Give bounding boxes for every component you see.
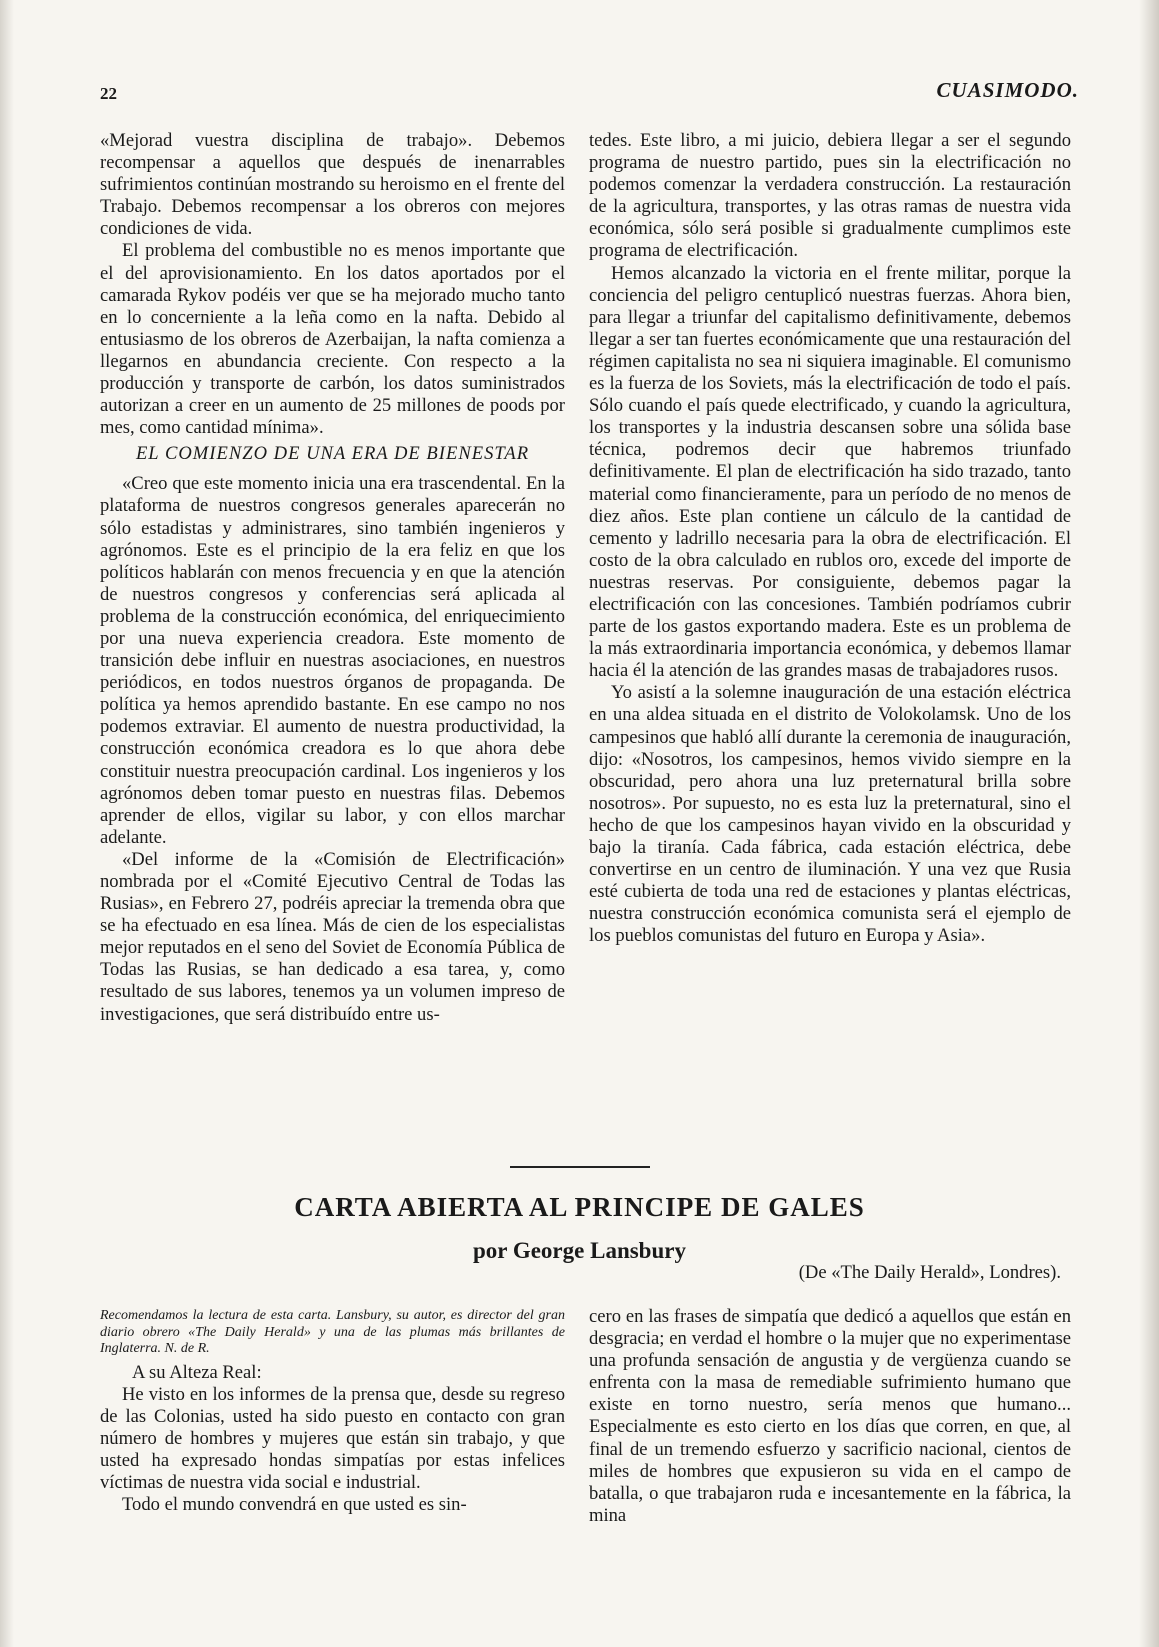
article1-right-column	[589, 130, 1071, 947]
article2-paragraph: Todo el mundo convendrá en que usted es sin-	[122, 1494, 467, 1516]
article1-paragraph: «Creo que este momento inicia una era trascendental. En la plataforma de nuestros congresos generales aparecerán no sólo estadistas y administrares, sino también ingenieros y agrónomos. Este es el principio de la era feliz en que los políticos hablarán con menos frecuencia y en que la atención de nuestros congresos y conferencias será aplicada al problema de la construcción económica, del enriquecimiento por una nueva experiencia creadora. Este momento de transición debe influir en nuestras asociaciones, en nuestros periódicos, en todos nuestros órganos de propaganda. De política ya hemos aprendido bastante. En ese campo no nos podemos extraviar. El aumento de nuestra productividad, la construcción económica creadora es lo que ahora debe constituir nuestra preocupación cardinal. Los ingenieros y los agrónomos deben tomar puesto en nuestras filas. Debemos aprender de ellos, vigilar su labor, y con ellos marchar adelante.	[100, 473, 565, 848]
article1-paragraph: Yo asistí a la solemne inauguración de una estación eléctrica en una aldea situada en el distrito de Volokolamsk. Uno de los campesinos que habló allí durante la ceremonia de inauguración, dijo: «Nosotros, los campesinos, hemos vivido siempre en la obscuridad, pero ahora una luz preternatural brilla sobre nosotros». Por supuesto, no es esta luz la preternatural, sino el hecho de que los campesinos hayan vivido en la obscuridad y bajo la tiranía. Cada fábrica, cada estación eléctrica, debe convertirse en un centro de iluminación. Y una vez que Rusia esté cubierta de toda una red de estaciones y plantas eléctricas, nuestra construcción económica comunista será el ejemplo de los pueblos comunistas del futuro en Europa y Asia».	[589, 682, 1071, 947]
article1-left-column	[100, 130, 565, 1026]
salutation: A su Alteza Real:	[132, 1361, 262, 1383]
article2-source: (De «The Daily Herald», Londres).	[798, 1262, 1061, 1283]
article1-paragraph: El problema del combustible no es menos importante que el del aprovisionamiento. En los datos aportados por el camarada Rykov podéis ver que se ha mejorado mucho tanto en lo concerniente a la leña como en la nafta. Debido al entusiasmo de los obreros de Azerbaijan, la nafta comienza a llegarnos en abundancia creciente. Con respecto a la producción y transporte de carbón, los datos suministrados autorizan a creer en un aumento de 25 millones de poods por mes, como cantidad mínima».	[100, 240, 565, 439]
article1-subheading: EL COMIENZO DE UNA ERA DE BIENESTAR	[135, 443, 530, 465]
page-number: 22	[100, 84, 117, 103]
article2-paragraph: cero en las frases de simpatía que dedicó a aquellos que están en desgracia; en verdad el hombre o la mujer que no experimentase una profunda sensación de angustia y de vergüenza cuando se enfrenta con la masa de remediable sufrimiento humano que existe en torno nuestro, sería menos que humano... Especialmente es esto cierto en los días que corren, en que, al final de un tremendo esfuerzo y sacrificio nacional, cientos de miles de hombres que expusieron su vida en el campo de batalla, o que trabajaron ruda e incesantemente en la fábrica, la mina	[589, 1306, 1071, 1526]
editor-note: Recomendamos la lectura de esta carta. Lansbury, su autor, es director del gran diario obrero «The Daily Herald» y una de las plumas más brillantes de Inglaterra. N. de R.	[100, 1308, 565, 1356]
article1-paragraph: «Mejorad vuestra disciplina de trabajo». Debemos recompensar a aquellos que después de inenarrables sufrimientos continúan mostrando su heroismo en el frente del Trabajo. Debemos recompensar a los obreros con mejores condiciones de vida.	[100, 130, 565, 240]
article2-right-column	[589, 1306, 1071, 1527]
article1-paragraph: «Del informe de la «Comisión de Electrificación» nombrada por el «Comité Ejecutivo Central de Todas las Rusias», en Febrero 27, podréis apreciar la tremenda obra que se ha efectuado en esa línea. Más de cien de los especialistas mejor reputados en el seno del Soviet de Economía Pública de Todas las Rusias, se han dedicado a esa tarea, y, como resultado de sus labores, tenemos ya un volumen impreso de investigaciones, que será distribuído entre us-	[100, 848, 565, 1025]
article1-paragraph: tedes. Este libro, a mi juicio, debiera llegar a ser el segundo programa de nuestro partido, pues sin la electrificación no podemos comenzar la verdadera construcción. La restauración de la agricultura, transportes, y las otras ramas de nuestra vida económica, sólo será posible si gradualmente cumplimos este programa de electrificación.	[589, 130, 1071, 262]
article2-title: CARTA ABIERTA AL PRINCIPE DE GALES	[294, 1192, 865, 1222]
article1-paragraph: Hemos alcanzado la victoria en el frente militar, porque la conciencia del peligro centuplicó nuestras fuerzas. Ahora bien, para llegar a triunfar del capitalismo definitivamente, debemos llegar a ser tan fuertes económicamente que una restauración del régimen capitalista no sea ni siquiera imaginable. El comunismo es la fuerza de los Soviets, más la electrificación de todo el país. Sólo cuando el país quede electrificado, y cuando la agricultura, los transportes y la industria descansen sobre una sólida base técnica, podremos decir que habremos triunfado definitivamente. El plan de electrificación ha sido trazado, tanto material como financieramente, para un período de no menos de diez años. Este plan contiene un cálculo de la cantidad de cemento y ladrillo necesaria para la obra de electrificación. El costo de la obra calculado en rublos oro, excede del importe de nuestras reservas. Por consiguiente, debemos pagar la electrificación con las concesiones. También podríamos cubrir parte de los gastos exportando madera. Este es un problema de la más extraordinaria importancia económica, y debemos llamar hacia él la atención de las grandes masas de trabajadores rusos.	[589, 262, 1071, 682]
section-divider	[510, 1166, 650, 1168]
article2-byline: por George Lansbury	[473, 1238, 686, 1263]
page-edge-left	[0, 0, 14, 1647]
magazine-title: CUASIMODO.	[936, 78, 1079, 102]
page-edge-right	[1139, 0, 1159, 1647]
article2-paragraph: He visto en los informes de la prensa que, desde su regreso de las Colonias, usted ha sido puesto en contacto con gran número de hombres y mujeres que están sin trabajo, y que usted ha expresado hondas simpatías por estas infelices víctimas de nuestra vida social e industrial.	[100, 1383, 565, 1493]
article2-left-column	[100, 1308, 565, 1516]
